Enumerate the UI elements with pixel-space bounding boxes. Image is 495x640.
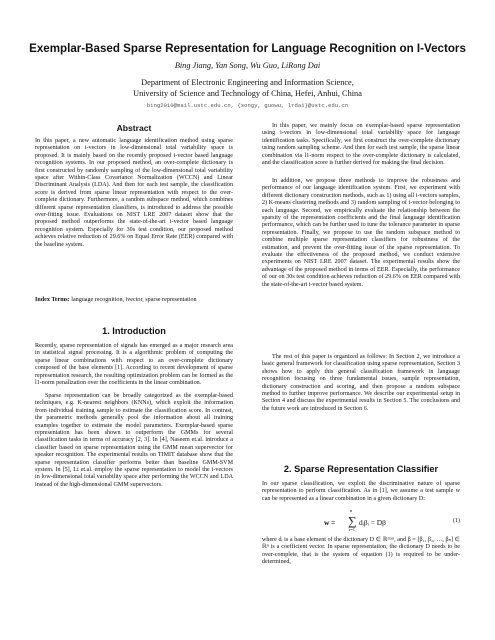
- equation-1: [262, 508, 460, 534]
- equation-lhs: w =: [324, 518, 336, 527]
- intro-paragraph-2: Sparse representation can be broadly categorized as the exemplar-based techniques, e.g. K-nearest neighbors (KNNs), which exploit the information from individual training sample to estimate the classification score. In contrast, the parametric methods generally pool the information about all training examples together to estimate the model parameters. Exemplar-based sparse representation has been shown to outperform the GMMs for several classification tasks in terms of accuracy [2, 3]. In [4], Naseem et.al. introduce a classifier based on sparse representation using the GMM mean supervector for speaker recognition. The experimental results on TIMIT database show that the sparse representation classifier performs better than baseline GMM-SVM system. In [5], Li et.al. employ the sparse representation to model the i-vectors in low-dimensional total variability space after performing the WCCN and LDA instead of the high-dimensional GMM supervectors.: [35, 393, 233, 488]
- summation-symbol: ∑: [348, 514, 357, 528]
- author-emails: bing2010@mail.ustc.edu.cn, {songy, guowu, lrdai}@ustc.edu.cn: [146, 102, 349, 109]
- index-terms-text: language recognition, ivector, sparse representation: [71, 297, 197, 303]
- section-2-paragraph-1: In our sparse classification, we exploit the discriminative nature of sparse representation to perform classification. As in [1], we assume a test sample w can be represented as a linear combination in a given dictionary D:: [262, 481, 460, 502]
- section-2-heading: 2. Sparse Representation Classifier: [283, 464, 439, 474]
- equation-number: (1): [452, 518, 460, 524]
- intro-paragraph-1: Recently, sparse representation of signals has emerged as a major research area in statistical signal processing. It is a algorithmic problem of computing the sparse linear combinations with respect to an over-complete dictionary composed of the base elements [1]. According to recent development of sparse representation research, the resulting optimization problem can be formed as the l1-norm penalization over the coefficients in the linear combination.: [35, 343, 233, 387]
- right-paragraph-1: In this paper, we mainly focus on exemplar-based sparse representation using i-vectors in low-dimensional total variability space for language identification tasks. Specifically, we first construct the over-complete dictionary using random sampling scheme. And then for each test sample, the sparse linear combination via l1-norm respect to the over-complete dictionary is calculated, and the classification score is further derived for making the final decision.: [262, 123, 460, 167]
- author-list: Bing Jiang, Yan Song, Wu Guo, LiRong Dai: [174, 61, 321, 70]
- abstract-text: In this paper, a new automatic language identification method using sparse representation on i-vectors in low-dimensional total variability space is proposed. It is mainly based on the recently proposed i-vector based language recognition systems. In our proposed method, an over-complete dictionary is first constructed by randomly sampling of the low-dimensional total variability space after Within-Class Covariance Normalization (WCCN) and Linear Discriminant Analysis (LDA). And then for each test sample, the classification score is derived from sparse linear representation with respect to the over-complete dictionary. Furthermore, a random subspace method, which combines different sparse representation classifiers, is introduced to address the possible over-fitting issue. Evaluations on NIST LRE 2007 dataset show that the proposed method outperforms the state-of-the-art i-vector based language recognition system. Especially for 30s test condition, our proposed method achieves relative reduction of 29.6% on Equal Error Rate (EER) compared with the baseline system.: [35, 138, 233, 248]
- paper-title: Exemplar-Based Sparse Representation for Language Recognition on I-Vectors: [29, 42, 466, 55]
- abstract-heading: Abstract: [116, 123, 152, 133]
- right-paragraph-3: The rest of this paper is organized as follows: In Section 2, we introduce a basic general framework for classification using sparse representation, Section 3 shows how to apply this general classification framework in language recognition focusing on three fundamental issues, sample representation, dictionary construction and scoring, and then propose a random subspace method to further improve performance. We describe our experimental setup in Section 4 and discuss the experimental results in Section 5. The conclusions and the future work are introduced in Section 6.: [262, 354, 460, 412]
- introduction-heading: 1. Introduction: [102, 326, 166, 336]
- index-terms: [35, 297, 233, 304]
- affiliation-line-1: Department of Electronic Engineering and Information Science,: [141, 78, 354, 87]
- affiliation-line-2: University of Science and Technology of China, Hefei, Anhui, China: [133, 89, 362, 98]
- equation-sum-upper: n: [350, 508, 353, 513]
- section-2-paragraph-2: where dᵢ is a base element of the dictionary D ∈ ℝᵐˣⁿ, and β = [β₁, β₂, …, βₙ] ∈ ℝⁿ is a coefficient vector. In sparse representation, the dictionary D needs to be over-complete, that is the system of equation (1) is required to be under-determined,: [262, 537, 460, 566]
- right-paragraph-2: In addition, we propose three methods to improve the robustness and performance of our language identification system. First, we experiment with different dictionary construction methods, such as 1) using all i-vectors samples, 2) K-means clustering methods and 3) random sampling of i-vector belonging to each language. Second, we empirically evaluate the relationship between the sparsity of the representation coefficients and the final language identification performance, which can be further used to tune the tolerance parameter in sparse representation. Finally, we propose to use the random subspace method to combine multiple sparse representation classifiers for robustness of the estimation, and prevent the over-fitting issue of the sparse representation. To evaluate the effectiveness of the proposed method, we conduct extensive experiments on NIST LRE 2007 dataset. The experimental results show the advantage of the proposed method in terms of EER. Especially, the performance of our on 30s test condition achieves reduction of 29.6% on EER compared with the state-of-the-art i-vector based system.: [262, 178, 460, 288]
- equation-sum-lower: i=1: [349, 527, 356, 532]
- equation-rhs: dᵢβᵢ = Dβ: [359, 518, 386, 527]
- index-terms-label: Index Terms:: [35, 297, 70, 303]
